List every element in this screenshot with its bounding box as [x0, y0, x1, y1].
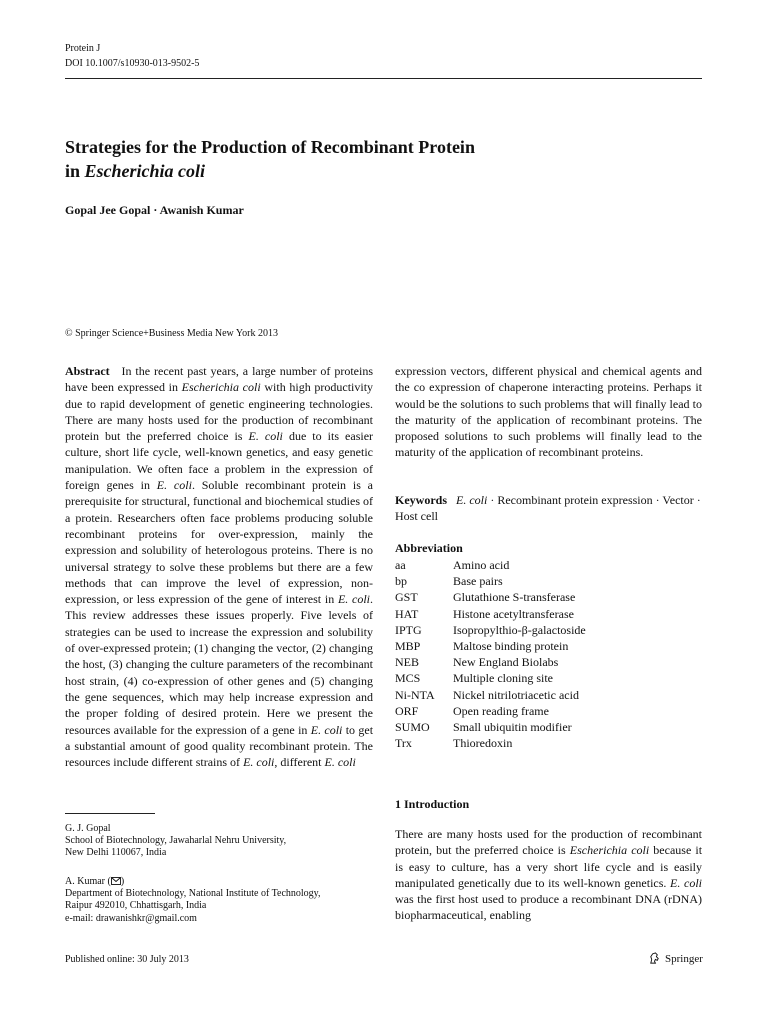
introduction-heading: 1 Introduction	[395, 797, 470, 811]
abstract-italic-7: E. coli	[324, 755, 356, 770]
abbrev-value: Thioredoxin	[453, 736, 513, 751]
affiliation-2-line-1: Department of Biotechnology, National Institute of Technology,	[65, 888, 321, 900]
affiliation-1-line-2: New Delhi 110067, India	[65, 847, 167, 859]
introduction-text	[395, 826, 702, 924]
title-line-1: Strategies for the Production of Recombinant Protein	[65, 137, 475, 157]
abbrev-row	[395, 557, 702, 573]
abbrev-row	[395, 703, 702, 719]
keywords-label: Keywords	[395, 493, 447, 507]
abbreviation-heading: Abbreviation	[395, 541, 463, 555]
affiliation-2	[65, 876, 321, 925]
abbrev-row	[395, 638, 702, 654]
header-rule	[65, 78, 702, 79]
keywords	[395, 492, 702, 525]
abstract-italic-3: E. coli	[156, 478, 192, 493]
abstract-text-3: due to its easier culture, short life cycle, well-known genetics, and easy genetic manipulation. We often face a problem in the expression of foreign genes in	[65, 429, 374, 493]
abstract-italic-4: E. coli	[337, 592, 370, 607]
publisher-logo	[648, 952, 703, 965]
journal-name: Protein J	[65, 43, 101, 54]
abbrev-value: Nickel nitrilotriacetic acid	[453, 687, 579, 702]
affiliation-1	[65, 823, 286, 860]
abbrev-value: Multiple cloning site	[453, 671, 553, 686]
keywords-rest: · Recombinant protein expression · Vector · Host cell	[395, 493, 701, 524]
abstract-text-1: In the recent past years, a large number of proteins have been expressed in	[65, 364, 373, 395]
article-title	[65, 135, 625, 183]
abbrev-key: Ni-NTA	[395, 687, 435, 702]
abbrev-value: Maltose binding protein	[453, 639, 569, 654]
affiliation-2-name-end: )	[120, 876, 125, 887]
footnote-rule	[65, 813, 155, 814]
abstract-text-5: . This review addresses these issues properly. Five levels of strategies can be used to increase the expression and solubility of over-expressed protein; (1) changing the vector, (2) changing the host, (3) changing the culture parameters of the recombinant host strain, (4) co-expression of other genes and (5) changing the gene sequences, which may help increase expression and the proper folding of desired protein. Here we present the resources available for the expression of a gene in	[65, 592, 373, 737]
abbrev-row	[395, 687, 702, 703]
abstract-italic-6: E. coli	[243, 755, 275, 770]
abstract-label: Abstract	[65, 364, 110, 378]
abbrev-key: NEB	[395, 655, 419, 670]
abbrev-value: Histone acetyltransferase	[453, 606, 574, 621]
affiliation-2-name: A. Kumar (	[65, 876, 111, 887]
abbrev-value: Amino acid	[453, 558, 510, 572]
abstract-text-7: , different	[274, 755, 322, 770]
affiliation-2-name-line	[65, 876, 321, 888]
abbrev-key: MCS	[395, 671, 421, 686]
intro-italic-1: Escherichia coli	[569, 843, 650, 858]
abbrev-value: New England Biolabs	[453, 655, 559, 670]
abbrev-key: Trx	[395, 736, 412, 751]
abstract-text-6: to get a substantial amount of good quality recombinant protein. The resources include different strains of	[65, 722, 374, 770]
abbreviation-list	[395, 557, 702, 751]
title-line-2-prefix: in	[65, 161, 85, 181]
intro-text-2: because it is easy to culture, has a very short life cycle and is easily manipulated genetically due to its well-known genetics.	[395, 843, 703, 890]
abbrev-row	[395, 654, 702, 670]
abbrev-value: Base pairs	[453, 574, 503, 589]
abbrev-value: Glutathione S-transferase	[453, 590, 576, 605]
abbrev-key: SUMO	[395, 720, 430, 735]
abbrev-value: Small ubiquitin modifier	[453, 720, 572, 735]
doi[interactable]: DOI 10.1007/s10930-013-9502-5	[65, 58, 200, 69]
affiliation-1-name: G. J. Gopal	[65, 823, 111, 834]
springer-horse-icon	[648, 952, 661, 965]
publisher-name: Springer	[665, 952, 703, 965]
intro-italic-2: E. coli	[670, 875, 703, 890]
abstract-italic-5: E. coli	[310, 722, 343, 737]
abbrev-row	[395, 670, 702, 686]
abstract-text-2: with high productivity due to rapid development of genetic engineering technologies. There are many hosts used for the production of recombinant protein but the preferred choice is	[65, 380, 374, 444]
abbrev-row	[395, 589, 702, 605]
abbrev-key: MBP	[395, 639, 421, 654]
affiliation-2-line-2: Raipur 492010, Chhattisgarh, India	[65, 900, 207, 912]
published-date: Published online: 30 July 2013	[65, 954, 189, 965]
keyword-ecoli: E. coli	[456, 493, 488, 507]
abbrev-key: ORF	[395, 703, 419, 718]
abbrev-key: IPTG	[395, 622, 422, 637]
copyright: © Springer Science+Business Media New York 2013	[65, 328, 278, 339]
abbrev-row	[395, 735, 702, 751]
abbrev-row	[395, 573, 702, 589]
title-line-2-italic: Escherichia coli	[84, 161, 206, 181]
abbrev-key: GST	[395, 590, 418, 605]
envelope-icon	[111, 877, 121, 885]
abstract-continuation: expression vectors, different physical and chemical agents and the co expression of chaperone interacting proteins. Perhaps it would be the solutions to such problems that will finally lead to the maturity of the application of recombinant proteins. The proposed solutions to such problems will finally lead to the maturity of the application of recombinant proteins.	[395, 364, 702, 460]
abstract-italic-2: E. coli	[248, 429, 283, 444]
intro-text-1: There are many hosts used for the production of recombinant protein, but the preferred choice is	[395, 827, 702, 858]
abbrev-value: Isopropylthio-β-galactoside	[453, 622, 586, 637]
abbrev-value: Open reading frame	[453, 703, 549, 718]
abbrev-row	[395, 719, 702, 735]
abbrev-row	[395, 606, 702, 622]
intro-text-3: was the first host used to produce a recombinant DNA (rDNA) biopharmaceutical, enabling	[395, 892, 702, 923]
authors: Gopal Jee Gopal · Awanish Kumar	[65, 203, 244, 217]
abbrev-key: HAT	[395, 606, 419, 621]
abbrev-row	[395, 622, 702, 638]
abstract-italic-1: Escherichia coli	[181, 380, 261, 395]
abstract-text-4: . Soluble recombinant protein is a prerequisite for structural, functional and biochemical studies of a protein. Researchers often face problems producing soluble recombinant proteins for over-expression, mainly the expression and solubility of heterologous proteins. There is no universal strategy to solve these problems but there are a few methods that can improve the level of expression, non-expression, or less expression of the gene of interest in	[65, 478, 374, 607]
abbrev-key: aa	[395, 558, 406, 572]
abstract	[65, 363, 373, 770]
affiliation-2-email[interactable]: e-mail: drawanishkr@gmail.com	[65, 912, 197, 924]
abbrev-key: bp	[395, 574, 407, 589]
affiliation-1-line-1: School of Biotechnology, Jawaharlal Nehru University,	[65, 835, 287, 847]
running-header	[65, 41, 199, 71]
